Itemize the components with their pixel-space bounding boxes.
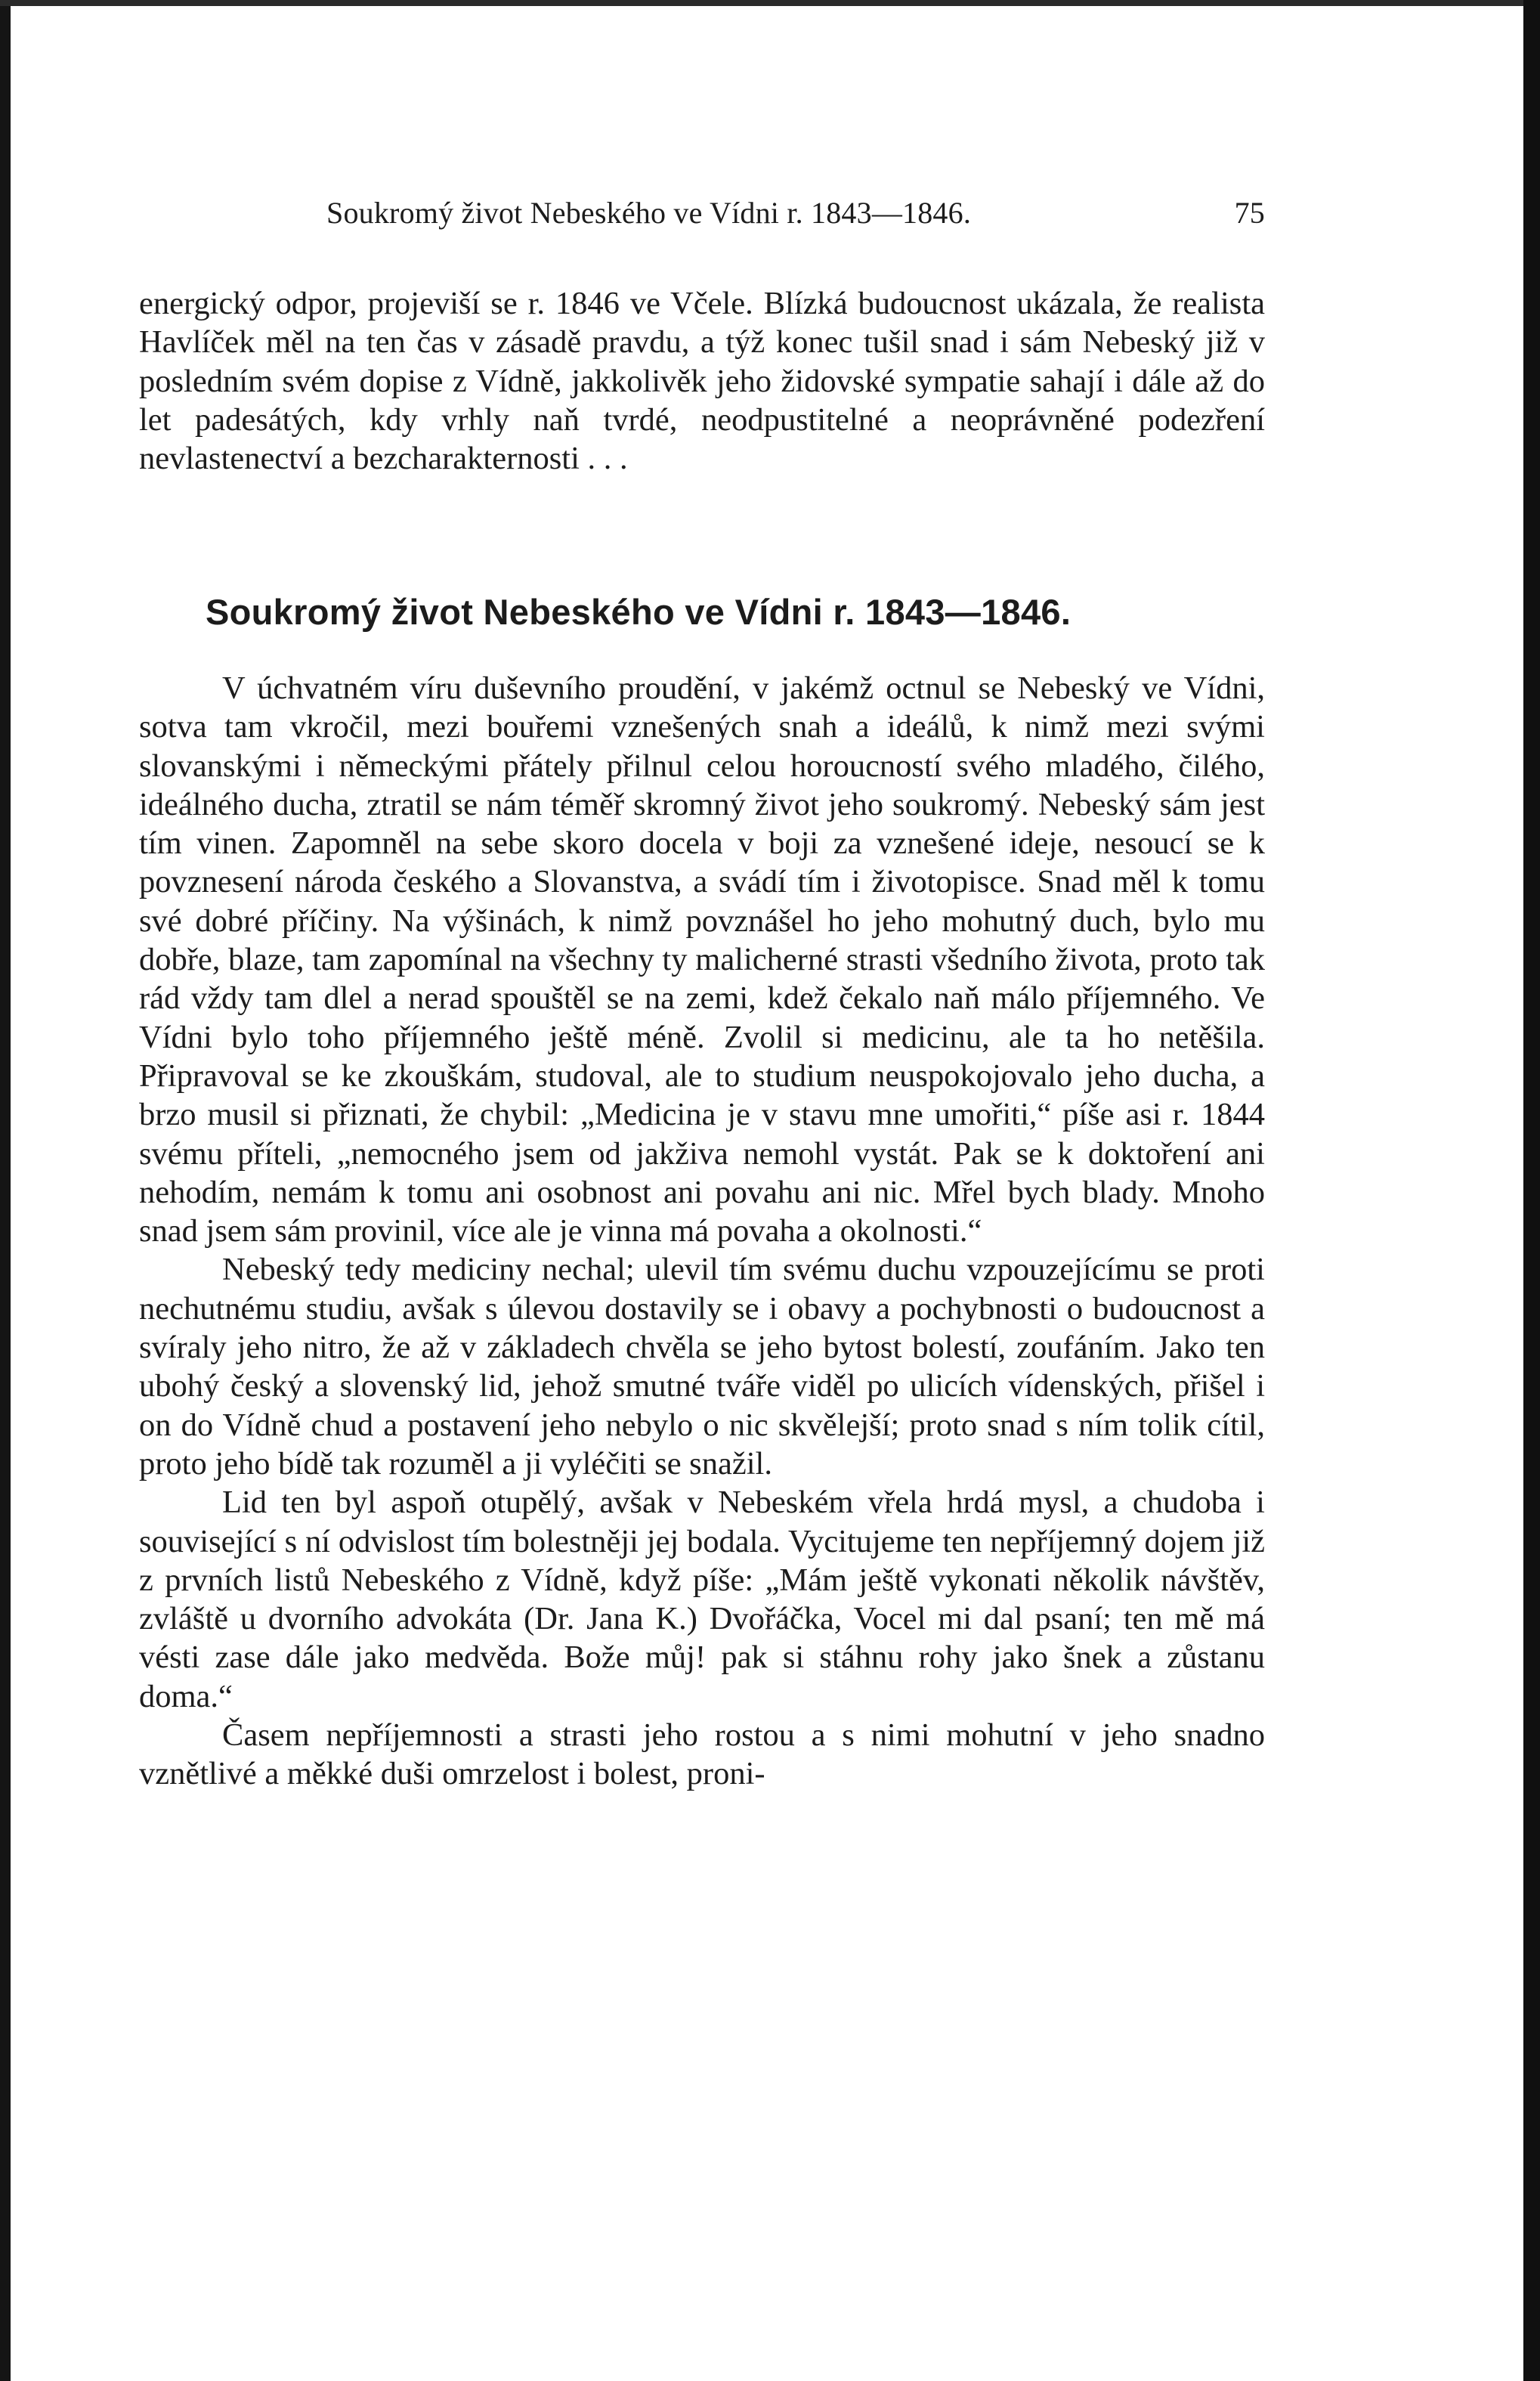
scan-border-top bbox=[0, 0, 1540, 6]
paragraph: Lid ten byl aspoň otupělý, avšak v Nebeském vřela hrdá mysl, a chudoba i související s ní odvislost tím bolestněji jej bodala. Vycitujeme ten nepříjemný dojem již z prvních listů Nebeského z Vídně, když píše: „Mám ještě vykonati několik návštěv, zvláště u dvorního advokáta (Dr. Jana K.) Dvořáčka, Vocel mi dal psaní; ten mě má vésti zase dále jako medvěda. Bože můj! pak si stáhnu rohy jako šnek a zůstanu doma.“ bbox=[139, 1485, 1265, 1714]
paragraph-continuation: energický odpor, projeviší se r. 1846 ve Včele. Blízká budoucnost ukázala, že realista Havlíček měl na ten čas v zásadě pravdu, a týž konec tušil snad i sám Nebeský již v posledním svém dopise z Vídně, jakkolivěk jeho židovské sympatie sahají i dále až do let padesátých, kdy vrhly naň tvrdé, neodpustitelné a neoprávněné podezření nevlastenectví a bezcharakternosti . . . bbox=[139, 286, 1265, 477]
continued-paragraph-block bbox=[139, 284, 1265, 478]
paragraph: Nebeský tedy mediciny nechal; ulevil tím svému duchu vzpouzejícímu se proti nechutnému studiu, avšak s úlevou dostavily se i obavy a pochybnosti o budoucnost a svíraly jeho nitro, že až v základech chvěla se jeho bytost bolestí, zoufáním. Jako ten ubohý český a slovenský lid, jehož smutné tváře viděl po ulicích vídenských, přišel i on do Vídně chud a postavení jeho nebylo o nic skvělejší; proto snad s ním tolik cítil, proto jeho bídě tak rozuměl a ji vyléčiti se snažil. bbox=[139, 1252, 1265, 1482]
scan-border-right bbox=[1523, 0, 1540, 2381]
page-number: 75 bbox=[1234, 196, 1265, 230]
section-heading: Soukromý život Nebeského ve Vídni r. 1843—1846. bbox=[206, 592, 1072, 632]
section-body bbox=[139, 669, 1265, 1794]
paragraph: V úchvatném víru duševního proudění, v jakémž octnul se Nebeský ve Vídni, sotva tam vkročil, mezi bouřemi vznešených snah a ideálů, k nimž mezi svými slovanskými i německými přátely přilnul celou horoucností svého mladého, čilého, ideálného ducha, ztratil se nám téměř skromný život jeho soukromý. Nebeský sám jest tím vinen. Zapomněl na sebe skoro docela v boji za vznešené ideje, nesoucí se k povznesení národa českého a Slovanstva, a svádí tím i životopisce. Snad měl k tomu své dobré příčiny. Na výšinách, k nimž povznášel ho jeho mohutný duch, bylo mu dobře, blaze, tam zapomínal na všechny ty malicherné strasti všedního života, proto tak rád vždy tam dlel a nerad spouštěl se na zemi, kdež čekalo naň málo příjemného. Ve Vídni bylo toho příjemného ještě méně. Zvolil si medicinu, ale ta ho netěšila. Připravoval se ke zkouškám, studoval, ale to studium neuspokojovalo jeho ducha, a brzo musil si přiznati, že chybil: „Medicina je v stavu mne umořiti,“ píše asi r. 1844 svému příteli, „nemocného jsem od jakživa nemohl vystát. Pak se k doktoření ani nehodím, nemám k tomu ani osobnost ani povahu ani nic. Mřel bych blady. Mnoho snad jsem sám provinil, více ale je vinna má povaha a okolnosti.“ bbox=[139, 670, 1265, 1249]
scan-border-left bbox=[0, 0, 11, 2381]
page-header bbox=[326, 190, 1265, 236]
paragraph: Časem nepříjemnosti a strasti jeho rostou a s nimi mohutní v jeho snadno vznětlivé a měkké duši omrzelost i bolest, proni- bbox=[139, 1717, 1265, 1792]
running-head: Soukromý život Nebeského ve Vídni r. 1843—1846. bbox=[326, 196, 972, 230]
